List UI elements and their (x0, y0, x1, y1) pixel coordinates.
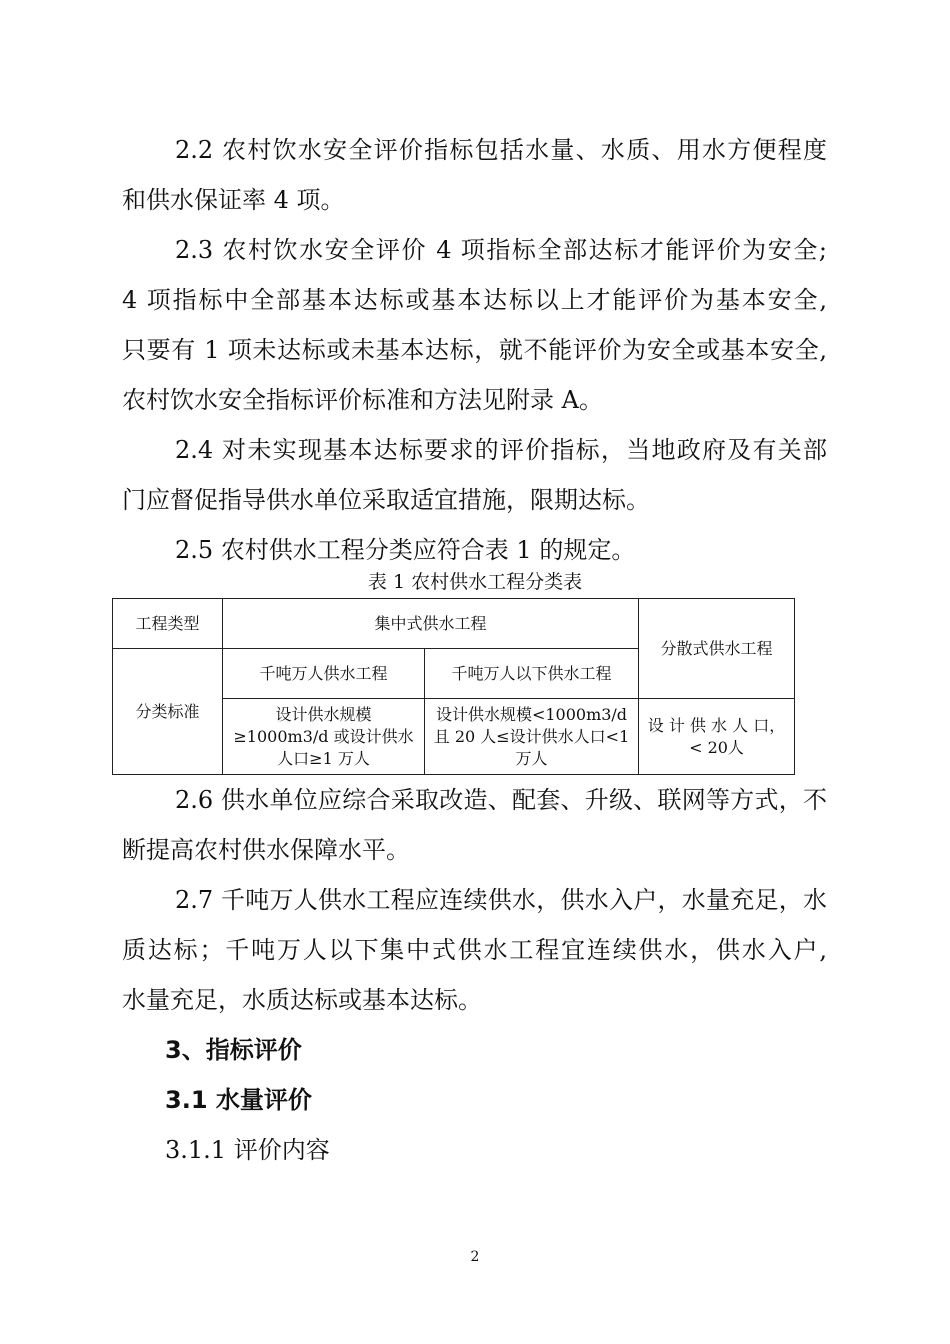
section-3-1-heading: 3.1 水量评价 (165, 1086, 312, 1114)
header-dispersed-cell: 分散式供水工程 (639, 599, 795, 699)
paragraph-2-2-line-2: 和供水保证率 4 项。 (122, 186, 345, 214)
criterion-small-cell: 设计供水规模<1000m3/d 且 20 人≤设计供水人口<1 万人 (425, 699, 639, 775)
paragraph-2-5-line-1: 2.5 农村供水工程分类应符合表 1 的规定。 (175, 536, 636, 564)
section-3-heading: 3、指标评价 (165, 1036, 302, 1064)
header-centralized-cell: 集中式供水工程 (223, 599, 639, 649)
sub-large-cell: 千吨万人供水工程 (223, 649, 425, 699)
paragraph-2-3-line-3: 只要有 1 项未达标或未基本达标，就不能评价为安全或基本安全, (122, 336, 827, 364)
paragraph-2-3-line-1: 2.3 农村饮水安全评价 4 项指标全部达标才能评价为安全; (175, 236, 827, 264)
paragraph-2-4-line-1: 2.4 对未实现基本达标要求的评价指标，当地政府及有关部 (175, 436, 827, 464)
header-type-cell: 工程类型 (113, 599, 223, 649)
paragraph-2-6-line-2: 断提高农村供水保障水平。 (122, 836, 410, 864)
paragraph-2-6-line-1: 2.6 供水单位应综合采取改造、配套、升级、联网等方式，不 (175, 786, 827, 814)
paragraph-2-7-line-3: 水量充足，水质达标或基本达标。 (122, 986, 482, 1014)
paragraph-2-3-line-4: 农村饮水安全指标评价标准和方法见附录 A。 (122, 386, 603, 414)
criterion-dispersed-cell: 设 计 供 水 人 口， < 20人 (639, 699, 795, 775)
paragraph-2-3-line-2: 4 项指标中全部基本达标或基本达标以上才能评价为基本安全, (122, 286, 827, 314)
paragraph-2-4-line-2: 门应督促指导供水单位采取适宜措施，限期达标。 (122, 486, 650, 514)
criterion-large-cell: 设计供水规模≥1000m3/d 或设计供水人口≥1 万人 (223, 699, 425, 775)
table-caption: 表 1 农村供水工程分类表 (367, 571, 583, 593)
paragraph-2-7-line-1: 2.7 千吨万人供水工程应连续供水，供水入户，水量充足，水 (175, 886, 827, 914)
classification-table (112, 598, 795, 775)
paragraph-2-7-line-2: 质达标；千吨万人以下集中式供水工程宜连续供水，供水入户, (122, 936, 827, 964)
row-label-cell: 分类标准 (113, 649, 223, 775)
paragraph-2-2-line-1: 2.2 农村饮水安全评价指标包括水量、水质、用水方便程度 (175, 136, 827, 164)
subsection-3-1-1: 3.1.1 评价内容 (165, 1136, 330, 1164)
sub-small-cell: 千吨万人以下供水工程 (425, 649, 639, 699)
page-number: 2 (470, 1249, 480, 1265)
